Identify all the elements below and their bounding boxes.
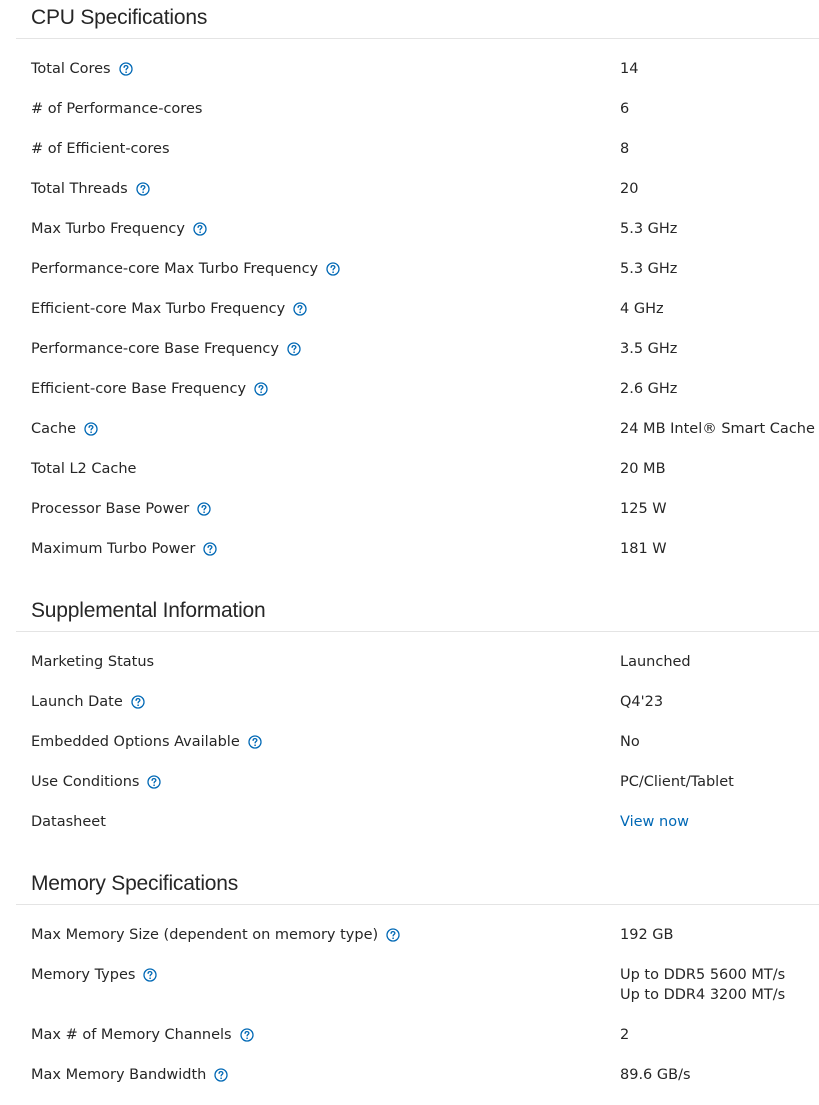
spec-value	[620, 1065, 691, 1085]
spec-value	[620, 379, 677, 399]
spec-value-line: 181 W	[620, 541, 667, 557]
spec-value	[620, 1025, 629, 1045]
spec-label-text: Use Conditions	[31, 774, 140, 790]
spec-label-text: Max # of Memory Channels	[31, 1027, 232, 1043]
spec-value-line: 20 MB	[620, 461, 666, 477]
spec-label-text: Efficient-core Max Turbo Frequency	[31, 301, 286, 317]
spec-label	[31, 179, 150, 199]
spec-label	[31, 692, 145, 712]
spec-label-text: Max Turbo Frequency	[31, 221, 185, 237]
spec-row-max-turbo-frequency	[0, 219, 819, 259]
spec-row-total-cores	[0, 59, 819, 99]
spec-row-embedded-options-available	[0, 732, 819, 772]
spec-label	[31, 299, 307, 319]
spec-label-text: Performance-core Base Frequency	[31, 341, 279, 357]
spec-value-line: No	[620, 734, 640, 750]
spec-row-of-performance-cores	[0, 99, 819, 139]
spec-row-efficient-core-base-frequency	[0, 379, 819, 419]
spec-label	[31, 259, 340, 279]
spec-label	[31, 732, 262, 752]
spec-label	[31, 965, 157, 985]
help-icon[interactable]	[248, 735, 262, 749]
spec-value	[620, 539, 667, 559]
help-icon[interactable]	[214, 1068, 228, 1082]
spec-value-line: 20	[620, 181, 639, 197]
spec-value-line: 3.5 GHz	[620, 341, 678, 357]
help-icon[interactable]	[143, 968, 157, 982]
spec-value-line: 24 MB Intel® Smart Cache	[620, 421, 815, 437]
spec-value	[620, 219, 677, 239]
spec-label-text: Max Memory Size (dependent on memory type)	[31, 927, 379, 943]
help-icon[interactable]	[147, 775, 161, 789]
spec-label-text: Total L2 Cache	[31, 461, 137, 477]
help-icon[interactable]	[326, 262, 340, 276]
spec-value	[620, 499, 667, 519]
spec-row-performance-core-max-turbo-frequency	[0, 259, 819, 299]
spec-value	[620, 179, 638, 199]
spec-row-total-l2-cache	[0, 459, 819, 499]
spec-value-line: 4 GHz	[620, 301, 664, 317]
spec-row-memory-types	[0, 965, 819, 1005]
spec-value-line: 125 W	[620, 501, 667, 517]
spec-row-max-memory-bandwidth	[0, 1065, 819, 1105]
help-icon[interactable]	[136, 182, 150, 196]
spec-value-line: 5.3 GHz	[620, 261, 678, 277]
spec-row-of-efficient-cores	[0, 139, 819, 179]
help-icon[interactable]	[84, 422, 98, 436]
spec-row-use-conditions	[0, 772, 819, 812]
spec-value-line: 14	[620, 61, 639, 77]
spec-label	[31, 459, 136, 479]
spec-value-line: 2.6 GHz	[620, 381, 678, 397]
spec-label	[31, 772, 161, 792]
spec-label	[31, 539, 217, 559]
help-icon[interactable]	[287, 342, 301, 356]
spec-row-performance-core-base-frequency	[0, 339, 819, 379]
spec-row-maximum-turbo-power	[0, 539, 819, 579]
spec-value-line: PC/Client/Tablet	[620, 774, 734, 790]
spec-label	[31, 419, 98, 439]
spec-row-cache	[0, 419, 819, 459]
help-icon[interactable]	[193, 222, 207, 236]
spec-row-marketing-status	[0, 652, 819, 692]
help-icon[interactable]	[203, 542, 217, 556]
help-icon[interactable]	[293, 302, 307, 316]
section-title-supplemental-information: Supplemental Information	[31, 599, 266, 622]
spec-value	[620, 965, 785, 1005]
section-divider	[16, 631, 819, 632]
spec-value	[620, 812, 689, 832]
spec-label-text: Processor Base Power	[31, 501, 190, 517]
spec-label	[31, 99, 202, 119]
section-title-cpu-specifications: CPU Specifications	[31, 6, 208, 29]
spec-row-efficient-core-max-turbo-frequency	[0, 299, 819, 339]
spec-label	[31, 652, 154, 672]
spec-label	[31, 339, 301, 359]
spec-value-line: Q4'23	[620, 694, 664, 710]
spec-label	[31, 219, 207, 239]
section-divider	[16, 38, 819, 39]
spec-value-line: 192 GB	[620, 927, 674, 943]
section-title-memory-specifications: Memory Specifications	[31, 872, 239, 895]
spec-label	[31, 379, 268, 399]
spec-row-max-of-memory-channels	[0, 1025, 819, 1065]
spec-value	[620, 299, 664, 319]
spec-value	[620, 59, 638, 79]
spec-row-total-threads	[0, 179, 819, 219]
spec-label-text: Memory Types	[31, 967, 136, 983]
spec-label	[31, 499, 211, 519]
spec-label-text: Datasheet	[31, 814, 106, 830]
spec-value	[620, 652, 691, 672]
spec-value	[620, 419, 815, 439]
help-icon[interactable]	[131, 695, 145, 709]
spec-label	[31, 1065, 228, 1085]
spec-row-max-memory-size-dependent-on-memory-type	[0, 925, 819, 965]
spec-value	[620, 925, 673, 945]
spec-label-text: Total Threads	[31, 181, 128, 197]
spec-label-text: Marketing Status	[31, 654, 155, 670]
spec-value-line: 89.6 GB/s	[620, 1067, 691, 1083]
spec-value	[620, 772, 734, 792]
spec-value	[620, 459, 666, 479]
datasheet-view-now-link[interactable]: View now	[620, 814, 689, 830]
spec-label-text: Max Memory Bandwidth	[31, 1067, 207, 1083]
spec-value	[620, 139, 629, 159]
spec-value-line: 8	[620, 141, 630, 157]
spec-label	[31, 812, 106, 832]
spec-value-line: Up to DDR4 3200 MT/s	[620, 987, 786, 1003]
spec-value-line: 6	[620, 101, 630, 117]
spec-label-text: Total Cores	[31, 61, 111, 77]
spec-label-text: Maximum Turbo Power	[31, 541, 196, 557]
help-icon[interactable]	[254, 382, 268, 396]
spec-value-line: Launched	[620, 654, 691, 670]
help-icon[interactable]	[240, 1028, 254, 1042]
help-icon[interactable]	[197, 502, 211, 516]
spec-label-text: Efficient-core Base Frequency	[31, 381, 247, 397]
spec-label-text: Performance-core Max Turbo Frequency	[31, 261, 319, 277]
spec-row-datasheet	[0, 812, 819, 852]
spec-value-line: Up to DDR5 5600 MT/s	[620, 967, 786, 983]
help-icon[interactable]	[119, 62, 133, 76]
spec-label	[31, 59, 133, 79]
spec-label-text: Launch Date	[31, 694, 123, 710]
spec-label-text: Embedded Options Available	[31, 734, 240, 750]
spec-label	[31, 1025, 254, 1045]
spec-value-line: 2	[620, 1027, 630, 1043]
spec-value	[620, 339, 677, 359]
spec-value-line: 5.3 GHz	[620, 221, 678, 237]
spec-label-text: # of Performance-cores	[31, 101, 203, 117]
spec-label	[31, 139, 170, 159]
spec-label-text: Cache	[31, 421, 77, 437]
spec-row-processor-base-power	[0, 499, 819, 539]
spec-value	[620, 732, 640, 752]
section-divider	[16, 904, 819, 905]
help-icon[interactable]	[386, 928, 400, 942]
spec-label-text: # of Efficient-cores	[31, 141, 170, 157]
spec-value	[620, 259, 677, 279]
spec-label	[31, 925, 400, 945]
spec-value	[620, 692, 663, 712]
spec-value	[620, 99, 629, 119]
spec-row-launch-date	[0, 692, 819, 732]
